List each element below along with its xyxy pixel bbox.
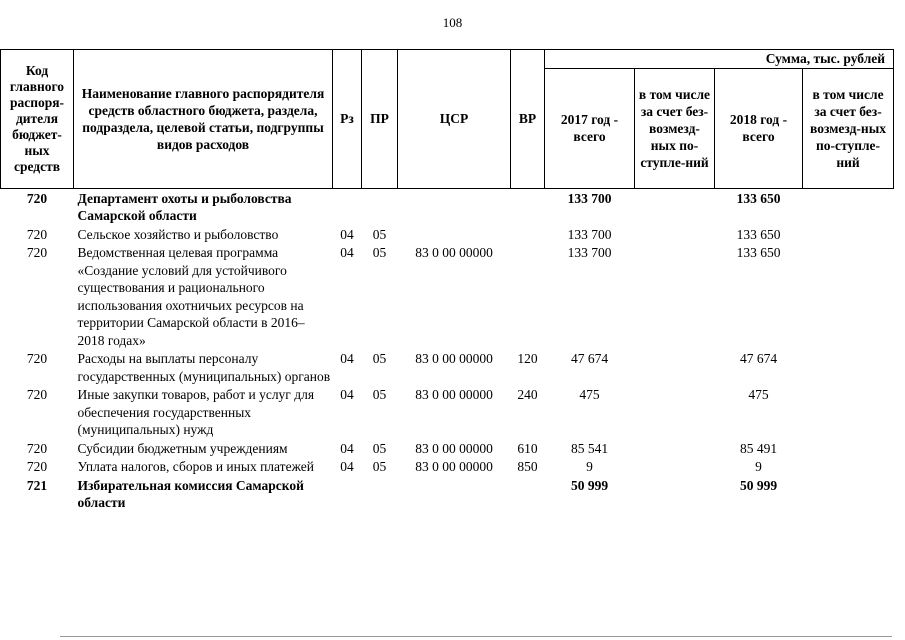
sum-2018-cell: 133 650 xyxy=(736,245,781,260)
rz-cell: 04 xyxy=(340,387,354,402)
sum-2018-cell: 85 491 xyxy=(739,440,778,456)
pr-cell: 05 xyxy=(372,245,387,260)
code-cell: 720 xyxy=(26,245,48,260)
name-cell: Избирательная комиссия Самарской области xyxy=(77,477,304,510)
grant-2018-cell xyxy=(803,439,894,458)
table-row xyxy=(1,476,894,512)
rz-cell xyxy=(333,188,362,225)
grant-2018-cell xyxy=(803,457,894,476)
header-code: Код главного распоря-дителя бюджет-ных средств xyxy=(1,50,74,189)
code-cell: 720 xyxy=(26,351,48,366)
header-vr: ВР xyxy=(511,50,545,189)
csr-cell: 83 0 00 00000 xyxy=(415,351,493,366)
code-cell: 720 xyxy=(26,387,48,402)
grant-2018-cell xyxy=(803,225,894,244)
sum-2018-cell: 133 650 xyxy=(736,226,781,242)
pr-cell xyxy=(362,476,398,512)
table-row xyxy=(1,457,894,476)
sum-2017-cell: 475 xyxy=(579,387,600,402)
rz-cell: 04 xyxy=(340,351,354,366)
pr-cell: 05 xyxy=(372,459,387,474)
header-name: Наименование главного распорядителя средств областного бюджета, раздела, подраздела, целевой статьи, подгруппы видов расходов xyxy=(74,50,333,189)
sum-2017-cell: 133 700 xyxy=(567,226,612,242)
name-cell: Ведомственная целевая программа «Создание условий для устойчивого существования и рационального использования охотничьих ресурсов на территории Самарской области в 2016–2018 годах» xyxy=(77,245,305,348)
table-row xyxy=(1,188,894,225)
grant-2017-cell xyxy=(635,476,715,512)
sum-2018-cell: 475 xyxy=(748,387,769,402)
rz-cell: 04 xyxy=(340,226,354,242)
grant-2017-cell xyxy=(635,439,715,458)
csr-cell: 83 0 00 00000 xyxy=(415,387,493,402)
vr-cell xyxy=(511,243,545,349)
header-csr: ЦСР xyxy=(398,50,511,189)
page-number: 108 xyxy=(442,15,463,30)
grant-2017-cell xyxy=(635,243,715,349)
pr-cell: 05 xyxy=(372,351,387,366)
name-cell: Уплата налогов, сборов и иных платежей xyxy=(77,459,314,474)
table-row xyxy=(1,225,894,244)
pr-cell: 05 xyxy=(372,226,387,242)
header-2018-total: 2018 год - всего xyxy=(715,68,803,188)
vr-cell: 610 xyxy=(517,440,538,456)
csr-cell: 83 0 00 00000 xyxy=(415,459,493,474)
sum-2017-cell: 50 999 xyxy=(570,477,609,493)
name-cell: Расходы на выплаты персоналу государственных (муниципальных) органов xyxy=(77,351,331,384)
grant-2017-cell xyxy=(635,385,715,439)
table-row xyxy=(1,439,894,458)
vr-cell: 240 xyxy=(517,387,538,402)
table-row xyxy=(1,243,894,349)
grant-2017-cell xyxy=(635,188,715,225)
grant-2018-cell xyxy=(803,243,894,349)
vr-cell xyxy=(511,225,545,244)
name-cell: Иные закупки товаров, работ и услуг для обеспечения государственных (муниципальных) нужд xyxy=(77,387,315,437)
sum-2018-cell: 50 999 xyxy=(739,477,778,493)
sum-2018-cell: 9 xyxy=(755,459,762,474)
header-sum: Сумма, тыс. рублей xyxy=(545,50,894,69)
grant-2018-cell xyxy=(803,349,894,385)
code-cell: 720 xyxy=(26,190,48,206)
vr-cell: 850 xyxy=(517,459,538,474)
code-cell: 720 xyxy=(26,440,48,456)
grant-2018-cell xyxy=(803,188,894,225)
sum-2018-cell: 47 674 xyxy=(739,351,778,366)
rz-cell: 04 xyxy=(340,245,354,260)
vr-cell xyxy=(511,188,545,225)
header-rz: Рз xyxy=(333,50,362,189)
code-cell: 721 xyxy=(26,477,48,493)
rz-cell: 04 xyxy=(340,440,354,456)
sum-2017-cell: 133 700 xyxy=(567,245,612,260)
csr-cell xyxy=(398,188,511,225)
sum-2017-cell: 9 xyxy=(586,459,593,474)
header-2017-total: 2017 год - всего xyxy=(545,68,635,188)
csr-cell xyxy=(398,225,511,244)
pr-cell xyxy=(362,188,398,225)
table-row xyxy=(1,349,894,385)
rz-cell xyxy=(333,476,362,512)
name-cell: Департамент охоты и рыболовства Самарской области xyxy=(77,190,292,223)
code-cell: 720 xyxy=(26,459,48,474)
table-row xyxy=(1,385,894,439)
grant-2017-cell xyxy=(635,457,715,476)
pr-cell: 05 xyxy=(372,387,387,402)
grant-2017-cell xyxy=(635,349,715,385)
table-body xyxy=(1,188,894,512)
vr-cell xyxy=(511,476,545,512)
csr-cell: 83 0 00 00000 xyxy=(415,245,493,260)
grant-2018-cell xyxy=(803,476,894,512)
sum-2017-cell: 133 700 xyxy=(567,190,612,206)
code-cell: 720 xyxy=(26,226,48,242)
csr-cell xyxy=(398,476,511,512)
table-header xyxy=(1,50,894,189)
pr-cell: 05 xyxy=(372,440,387,456)
header-2018-grant: в том числе за счет без-возмезд-ных по-ступле-ний xyxy=(803,68,894,188)
header-2017-grant: в том числе за счет без-возмезд-ных по-ступле-ний xyxy=(635,68,715,188)
sum-2017-cell: 47 674 xyxy=(570,351,609,366)
csr-cell: 83 0 00 00000 xyxy=(415,440,493,456)
sum-2018-cell: 133 650 xyxy=(736,190,781,206)
sum-2017-cell: 85 541 xyxy=(570,440,609,456)
bottom-divider xyxy=(60,636,892,637)
grant-2017-cell xyxy=(635,225,715,244)
name-cell: Сельское хозяйство и рыболовство xyxy=(77,226,279,242)
name-cell: Субсидии бюджетным учреждениям xyxy=(77,440,288,456)
header-pr: ПР xyxy=(362,50,398,189)
grant-2018-cell xyxy=(803,385,894,439)
rz-cell: 04 xyxy=(340,459,354,474)
vr-cell: 120 xyxy=(517,351,538,366)
budget-table xyxy=(0,49,894,512)
